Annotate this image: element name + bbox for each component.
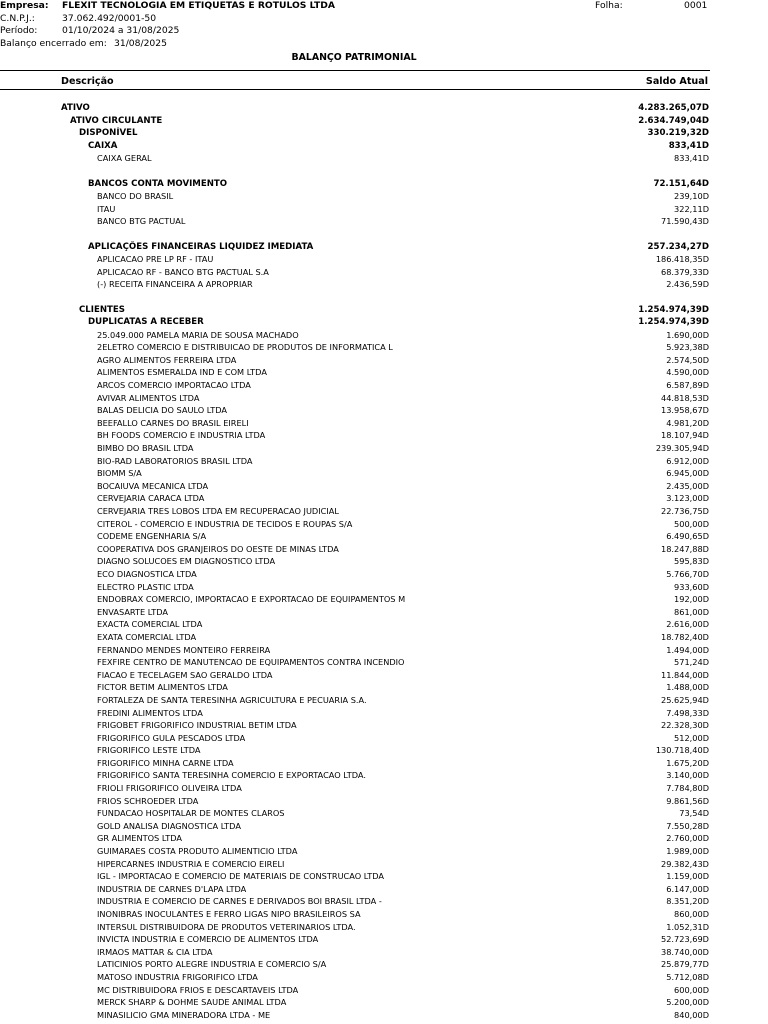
account-amount: 1.494,00D <box>666 644 709 655</box>
account-row <box>0 568 710 581</box>
account-row <box>0 467 710 480</box>
account-description: CERVEJARIA TRES LOBOS LTDA EM RECUPERACAO JUDICIAL <box>97 506 339 516</box>
account-amount: 25.879,77D <box>661 959 709 970</box>
account-row <box>0 203 710 216</box>
account-description: FIACAO E TECELAGEM SAO GERALDO LTDA <box>97 669 273 680</box>
account-amount: 52.723,69D <box>661 934 709 945</box>
account-amount: 9.861,56D <box>666 795 709 806</box>
account-amount: 8.351,20D <box>666 896 709 907</box>
account-description: ENVASARTE LTDA <box>97 606 168 617</box>
account-amount: 18.247,88D <box>661 543 709 554</box>
account-amount: 6.587,89D <box>666 380 709 391</box>
account-amount: 571,24D <box>674 657 709 668</box>
account-description: FRIGORIFICO MINHA CARNE LTDA <box>97 757 234 768</box>
account-row <box>0 593 710 606</box>
account-row <box>0 656 710 669</box>
account-group-row <box>0 316 710 329</box>
account-description: INONIBRAS INOCULANTES E FERRO LIGAS NIPO BRASILEIROS SA <box>97 909 361 919</box>
account-row <box>0 669 710 682</box>
account-amount: 330.219,32D <box>647 128 709 139</box>
account-amount: 2.436,59D <box>666 279 709 290</box>
account-description: DIAGNO SOLUCOES EM DIAGNOSTICO LTDA <box>97 556 276 567</box>
account-description: FREDINI ALIMENTOS LTDA <box>97 707 203 718</box>
account-description: AVIVAR ALIMENTOS LTDA <box>97 392 200 403</box>
account-amount: 25.625,94D <box>661 694 709 705</box>
account-description: FUNDACAO HOSPITALAR DE MONTES CLAROS <box>97 808 285 819</box>
empresa-value: FLEXIT TECNOLOGIA EM ETIQUETAS E ROTULOS LTDA <box>62 0 335 11</box>
account-description: BANCO BTG PACTUAL <box>97 216 186 227</box>
account-row <box>0 795 710 808</box>
column-header <box>0 76 710 88</box>
account-amount: 186.418,35D <box>655 254 709 265</box>
account-description: 2ELETRO COMERCIO E DISTRIBUICAO DE PRODUTOS DE INFORMATICA L <box>97 342 393 353</box>
account-row <box>0 769 710 782</box>
account-amount: 512,00D <box>674 732 709 743</box>
account-row <box>0 606 710 619</box>
account-row <box>0 530 710 543</box>
account-amount: 933,60D <box>674 581 709 592</box>
account-description: ITAU <box>97 203 116 214</box>
account-amount: 4.981,20D <box>666 417 709 428</box>
header-divider <box>0 70 710 71</box>
account-row <box>0 253 710 266</box>
account-amount: 2.574,50D <box>666 354 709 365</box>
account-amount: 2.634.749,04D <box>638 115 709 126</box>
account-amount: 73,54D <box>679 808 709 819</box>
account-description: BALAS DELICIA DO SAULO LTDA <box>97 405 227 416</box>
account-amount: 1.989,00D <box>666 846 709 857</box>
account-amount: 833,41D <box>674 153 709 164</box>
account-row <box>0 618 710 631</box>
cnpj-label: C.N.P.J.: <box>0 12 35 24</box>
account-amount: 5.712,08D <box>666 971 709 982</box>
account-amount: 600,00D <box>674 984 709 995</box>
row-spacer <box>0 165 710 178</box>
account-description: DUPLICATAS A RECEBER <box>88 317 204 328</box>
account-amount: 22.328,30D <box>661 720 709 731</box>
account-row <box>0 492 710 505</box>
account-amount: 38.740,00D <box>661 946 709 957</box>
account-row <box>0 908 710 921</box>
account-description: GUIMARAES COSTA PRODUTO ALIMENTICIO LTDA <box>97 846 298 857</box>
periodo-value: 01/10/2024 a 31/08/2025 <box>62 25 180 36</box>
account-description: ENDOBRAX COMERCIO, IMPORTACAO E EXPORTACAO DE EQUIPAMENTOS M <box>97 594 406 605</box>
account-description: (-) RECEITA FINANCEIRA A APROPRIAR <box>97 279 253 290</box>
account-amount: 2.435,00D <box>666 480 709 491</box>
folha-value: 0001 <box>684 0 708 11</box>
account-row <box>0 707 710 720</box>
account-amount: 13.958,67D <box>661 405 709 416</box>
account-amount: 192,00D <box>674 594 709 605</box>
account-row <box>0 555 710 568</box>
account-description: FRIGORIFICO GULA PESCADOS LTDA <box>97 732 246 743</box>
account-amount: 833,41D <box>668 140 709 151</box>
account-group-row <box>0 115 710 128</box>
account-group-row <box>0 304 710 317</box>
account-row <box>0 190 710 203</box>
account-group-row <box>0 241 710 254</box>
account-row <box>0 832 710 845</box>
account-row <box>0 996 710 1009</box>
account-row <box>0 329 710 342</box>
account-amount: 71.590,43D <box>661 216 709 227</box>
account-amount: 6.147,00D <box>666 883 709 894</box>
account-description: INDUSTRIA DE CARNES D'LAPA LTDA <box>97 883 247 894</box>
account-description: GOLD ANALISA DIAGNOSTICA LTDA <box>97 820 241 831</box>
account-group-row <box>0 178 710 191</box>
account-description: ELECTRO PLASTIC LTDA <box>97 581 194 592</box>
account-description: APLICACAO PRE LP RF - ITAU <box>97 254 214 265</box>
account-description: IGL - IMPORTACAO E COMERCIO DE MATERIAIS DE CONSTRUCAO LTDA <box>97 871 384 882</box>
account-description: ATIVO CIRCULANTE <box>70 115 163 126</box>
account-amount: 860,00D <box>674 909 709 919</box>
account-amount: 1.675,20D <box>666 757 709 768</box>
account-amount: 1.052,31D <box>666 921 709 932</box>
account-row <box>0 820 710 833</box>
account-row <box>0 404 710 417</box>
account-row <box>0 870 710 883</box>
account-description: FRIOLI FRIGORIFICO OLIVEIRA LTDA <box>97 783 242 794</box>
account-row <box>0 354 710 367</box>
account-row <box>0 782 710 795</box>
account-amount: 7.498,33D <box>666 707 709 718</box>
account-row <box>0 757 710 770</box>
account-row <box>0 392 710 405</box>
account-row <box>0 152 710 165</box>
account-row <box>0 946 710 959</box>
account-description: CAIXA <box>88 140 118 151</box>
account-amount: 18.782,40D <box>661 631 709 642</box>
account-row <box>0 518 710 531</box>
account-description: BIOMM S/A <box>97 468 142 479</box>
account-amount: 2.616,00D <box>666 619 709 630</box>
account-amount: 18.107,94D <box>661 430 709 441</box>
empresa-label: Empresa: <box>0 0 49 11</box>
account-description: APLICAÇÕES FINANCEIRAS LIQUIDEZ IMEDIATA <box>88 241 314 252</box>
column-descricao: Descrição <box>61 76 114 87</box>
account-amount: 1.254.974,39D <box>638 304 709 315</box>
account-amount: 4.283.265,07D <box>638 103 709 113</box>
account-row <box>0 933 710 946</box>
account-description: CODEME ENGENHARIA S/A <box>97 531 207 542</box>
balanco-label: Balanço encerrado em: <box>0 37 107 49</box>
account-description: INTERSUL DISTRIBUIDORA DE PRODUTOS VETERINARIOS LTDA. <box>97 921 356 932</box>
account-description: IRMAOS MATTAR & CIA LTDA <box>97 946 213 957</box>
account-description: BIO-RAD LABORATORIOS BRASIL LTDA <box>97 455 253 466</box>
account-description: FORTALEZA DE SANTA TERESINHA AGRICULTURA E PECUARIA S.A. <box>97 694 367 705</box>
account-description: FEXFIRE CENTRO DE MANUTENCAO DE EQUIPAMENTOS CONTRA INCENDIO <box>97 657 405 668</box>
row-spacer <box>0 291 710 304</box>
account-row <box>0 732 710 745</box>
account-description: MATOSO INDUSTRIA FRIGORIFICO LTDA <box>97 971 258 982</box>
account-row <box>0 1009 710 1022</box>
account-amount: 1.254.974,39D <box>638 317 709 328</box>
account-amount: 5.200,00D <box>666 997 709 1008</box>
account-row <box>0 631 710 644</box>
account-description: AGRO ALIMENTOS FERREIRA LTDA <box>97 354 237 365</box>
account-amount: 72.151,64D <box>653 178 709 189</box>
account-group-row <box>0 102 710 115</box>
account-row <box>0 694 710 707</box>
account-amount: 44.818,53D <box>661 392 709 403</box>
account-amount: 500,00D <box>674 518 709 529</box>
account-description: INDUSTRIA E COMERCIO DE CARNES E DERIVADOS BOI BRASIL LTDA - <box>97 896 382 907</box>
account-row <box>0 971 710 984</box>
account-amount: 5.766,70D <box>666 568 709 579</box>
account-amount: 6.912,00D <box>666 455 709 466</box>
row-spacer <box>0 228 710 241</box>
account-row <box>0 455 710 468</box>
account-row <box>0 681 710 694</box>
account-amount: 2.760,00D <box>666 833 709 844</box>
account-description: 25.049.000 PAMELA MARIA DE SOUSA MACHADO <box>97 329 299 340</box>
account-description: BH FOODS COMERCIO E INDUSTRIA LTDA <box>97 430 266 441</box>
account-row <box>0 379 710 392</box>
account-amount: 239,10D <box>674 191 709 202</box>
account-description: ATIVO <box>61 103 90 113</box>
account-amount: 595,83D <box>674 556 709 567</box>
account-row <box>0 807 710 820</box>
account-description: EXATA COMERCIAL LTDA <box>97 631 197 642</box>
account-row <box>0 858 710 871</box>
account-row <box>0 215 710 228</box>
account-description: FRIGORIFICO LESTE LTDA <box>97 745 201 756</box>
account-amount: 861,00D <box>674 606 709 617</box>
account-description: CITEROL - COMERCIO E INDUSTRIA DE TECIDOS E ROUPAS S/A <box>97 518 353 529</box>
account-amount: 6.945,00D <box>666 468 709 479</box>
account-row <box>0 984 710 997</box>
account-amount: 7.784,80D <box>666 783 709 794</box>
balance-table <box>0 102 710 1021</box>
account-amount: 239.305,94D <box>655 443 709 454</box>
account-description: FERNANDO MENDES MONTEIRO FERREIRA <box>97 644 271 655</box>
account-amount: 257.234,27D <box>647 241 709 252</box>
account-description: BOCAIUVA MECANICA LTDA <box>97 480 209 491</box>
account-group-row <box>0 127 710 140</box>
account-description: CLIENTES <box>79 304 125 315</box>
account-description: BANCOS CONTA MOVIMENTO <box>88 178 228 189</box>
balanco-value: 31/08/2025 <box>114 37 167 49</box>
account-row <box>0 442 710 455</box>
account-row <box>0 543 710 556</box>
account-description: BIMBO DO BRASIL LTDA <box>97 443 194 454</box>
account-row <box>0 644 710 657</box>
account-description: MERCK SHARP & DOHME SAUDE ANIMAL LTDA <box>97 997 287 1008</box>
account-amount: 29.382,43D <box>661 858 709 869</box>
account-description: EXACTA COMERCIAL LTDA <box>97 619 203 630</box>
account-amount: 3.123,00D <box>666 493 709 504</box>
account-amount: 322,11D <box>674 203 709 214</box>
account-row <box>0 921 710 934</box>
account-description: HIPERCARNES INDUSTRIA E COMERCIO EIRELI <box>97 858 285 869</box>
account-row <box>0 266 710 279</box>
account-row <box>0 341 710 354</box>
cnpj-value: 37.062.492/0001-50 <box>62 12 157 24</box>
account-description: DISPONÍVEL <box>79 128 138 139</box>
account-amount: 5.923,38D <box>666 342 709 353</box>
account-description: INVICTA INDUSTRIA E COMERCIO DE ALIMENTOS LTDA <box>97 934 319 945</box>
column-saldo-atual: Saldo Atual <box>645 76 708 87</box>
account-amount: 4.590,00D <box>666 367 709 378</box>
account-row <box>0 278 710 291</box>
account-description: ECO DIAGNOSTICA LTDA <box>97 568 197 579</box>
account-description: LATICINIOS PORTO ALEGRE INDUSTRIA E COMERCIO S/A <box>97 959 327 970</box>
account-description: APLICACAO RF - BANCO BTG PACTUAL S.A <box>97 266 269 277</box>
account-description: MC DISTRIBUIDORA FRIOS E DESCARTAVEIS LTDA <box>97 984 299 995</box>
account-amount: 68.379,33D <box>661 266 709 277</box>
account-amount: 11.844,00D <box>661 669 709 680</box>
account-row <box>0 429 710 442</box>
report-header <box>0 0 768 50</box>
account-description: GR ALIMENTOS LTDA <box>97 833 183 844</box>
account-description: BANCO DO BRASIL <box>97 191 174 202</box>
account-row <box>0 958 710 971</box>
account-row <box>0 480 710 493</box>
account-row <box>0 744 710 757</box>
account-description: FRIGORIFICO SANTA TERESINHA COMERCIO E EXPORTACAO LTDA. <box>97 770 366 781</box>
account-amount: 22.736,75D <box>661 506 709 516</box>
account-amount: 130.718,40D <box>655 745 709 756</box>
account-amount: 7.550,28D <box>666 820 709 831</box>
account-row <box>0 417 710 430</box>
account-amount: 840,00D <box>674 1009 709 1020</box>
account-row <box>0 845 710 858</box>
folha-label: Folha: <box>595 0 623 11</box>
account-amount: 6.490,65D <box>666 531 709 542</box>
account-description: CERVEJARIA CARACA LTDA <box>97 493 205 504</box>
account-amount: 1.690,00D <box>666 329 709 340</box>
account-row <box>0 883 710 896</box>
account-description: CAIXA GERAL <box>97 153 152 164</box>
account-description: ALIMENTOS ESMERALDA IND E COM LTDA <box>97 367 267 378</box>
account-row <box>0 366 710 379</box>
account-description: MINASILICIO GMA MINERADORA LTDA - ME <box>97 1009 271 1020</box>
account-amount: 1.159,00D <box>666 871 709 882</box>
account-amount: 1.488,00D <box>666 682 709 693</box>
account-row <box>0 895 710 908</box>
account-row <box>0 505 710 518</box>
account-row <box>0 719 710 732</box>
account-group-row <box>0 140 710 153</box>
account-description: FICTOR BETIM ALIMENTOS LTDA <box>97 682 228 693</box>
account-description: FRIGOBET FRIGORIFICO INDUSTRIAL BETIM LTDA <box>97 720 297 731</box>
account-description: BEEFALLO CARNES DO BRASIL EIRELI <box>97 417 249 428</box>
account-amount: 3.140,00D <box>666 770 709 781</box>
report-title: BALANÇO PATRIMONIAL <box>291 52 417 63</box>
account-row <box>0 581 710 594</box>
periodo-label: Período: <box>0 25 38 36</box>
account-description: FRIOS SCHROEDER LTDA <box>97 795 199 806</box>
account-description: COOPERATIVA DOS GRANJEIROS DO OESTE DE MINAS LTDA <box>97 543 339 554</box>
column-divider <box>0 89 710 90</box>
account-description: ARCOS COMERCIO IMPORTACAO LTDA <box>97 380 251 391</box>
